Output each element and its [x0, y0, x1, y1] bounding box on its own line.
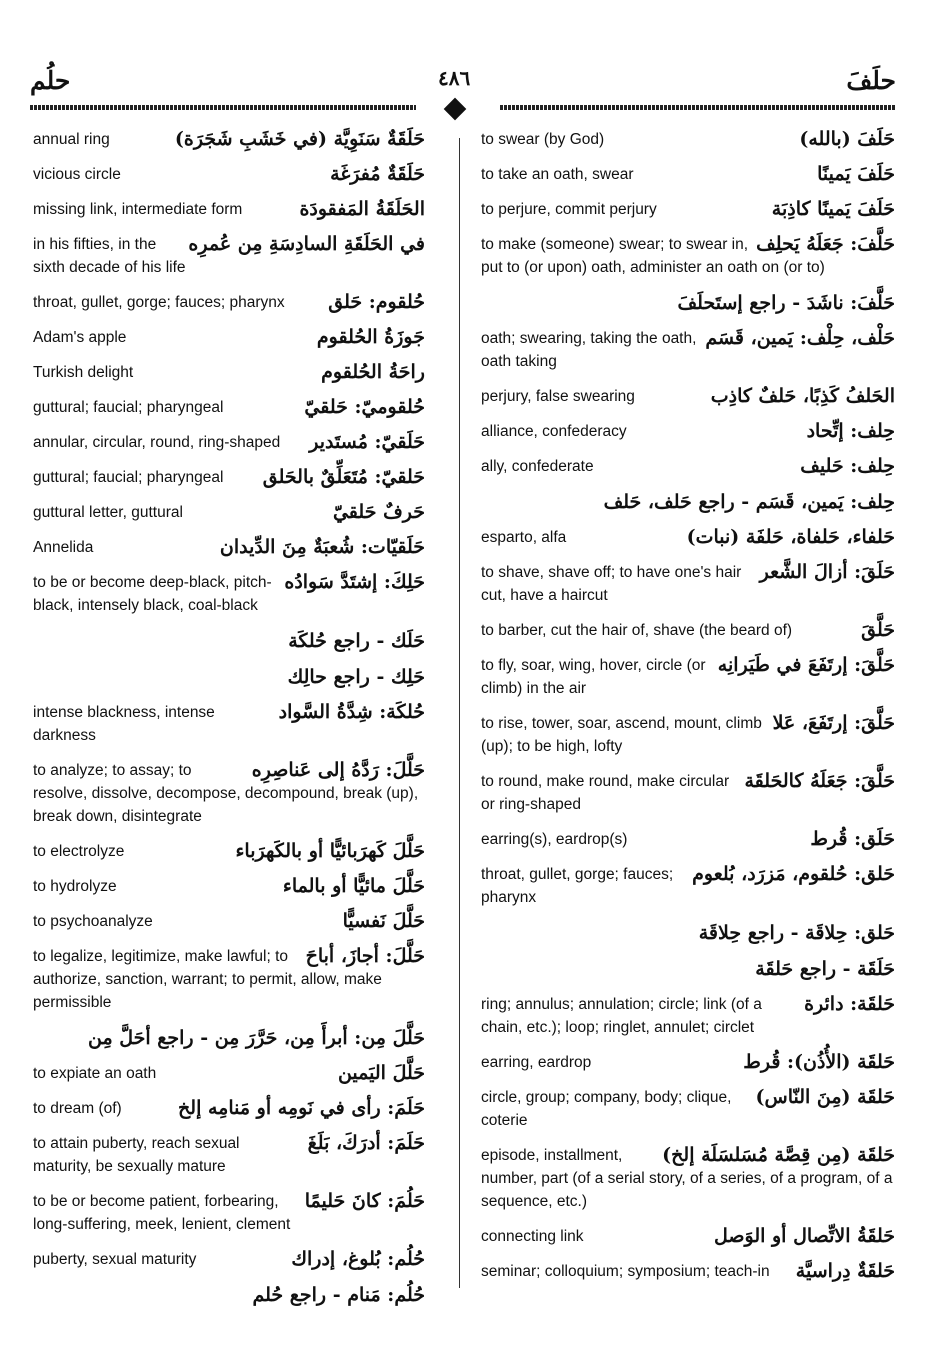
entry-arabic-term: حَلَقَةٌ سَنَوِيَّة (في خَشَبِ شَجَرَة) — [174, 128, 425, 150]
entry-arabic-term: حُلقوميّ: حَلقيّ — [304, 396, 425, 418]
dictionary-entry — [33, 501, 425, 524]
column-divider — [459, 138, 460, 1288]
entry-english-definition: earring(s), eardrop(s) — [481, 831, 628, 848]
dictionary-entry — [481, 455, 895, 478]
entry-english-definition: esparto, alfa — [481, 529, 567, 546]
entry-english-definition: annular, circular, round, ring-shaped — [33, 434, 281, 451]
entry-arabic-term: حَلقيّ: مُتَعَلِّقٌ بالحَلق — [262, 466, 425, 488]
entry-cross-reference: حِلف: يَمين، قَسَم - راجع حَلف، حَلف — [603, 491, 895, 513]
entry-english-definition: to make (someone) swear; to swear in, put to (or upon) oath, administer an oath on (or to) — [481, 236, 825, 276]
entry-english-definition: throat, gullet, gorge; fauces; pharynx — [33, 294, 285, 311]
entry-arabic-term: حَلَّقَ: إرتَفَعَ في طَيَرانِه — [717, 654, 895, 676]
dictionary-entry — [33, 875, 425, 898]
entry-arabic-term: حُلقوم: حَلق — [328, 291, 425, 313]
entry-cross-reference: حَلَّلَ مِن: أبرأَ مِن، حَرَّرَ مِن - راجع أحَلَّ مِن — [87, 1027, 425, 1049]
entry-english-definition: episode, installment, number, part (of a serial story, of a series, of a program, of a sequence, etc.) — [481, 1147, 893, 1210]
entry-english-definition: to shave, shave off; to have one's hair cut, have a haircut — [481, 564, 742, 604]
dictionary-entry — [33, 1062, 425, 1085]
dictionary-entry — [33, 431, 425, 454]
dictionary-entry — [481, 526, 895, 549]
entry-english-definition: to swear (by God) — [481, 131, 605, 148]
entry-arabic-term: حِلف: إتِّحاد — [806, 420, 895, 442]
entry-arabic-term: حَلَقَ: أزالَ الشَّعر — [759, 561, 895, 583]
dictionary-entry — [33, 759, 425, 828]
entry-arabic-term: حَرفٌ حَلقيّ — [332, 501, 425, 523]
entry-arabic-term: حَلْف، حِلْف: يَمين، قَسَم — [705, 327, 895, 349]
dictionary-entry — [33, 1097, 425, 1120]
entry-english-definition: in his fifties, in the sixth decade of his life — [33, 236, 186, 276]
entry-arabic-term: حَلق: حُلقوم، مَزرَد، بُلعوم — [692, 863, 895, 885]
entry-english-definition: connecting link — [481, 1228, 584, 1245]
entry-english-definition: throat, gullet, gorge; fauces; pharynx — [481, 866, 674, 906]
dictionary-entry — [481, 863, 895, 909]
dictionary-entry — [33, 198, 425, 221]
entry-arabic-term: حَلَفَ يَمينًا كاذِبَة — [771, 198, 895, 220]
entry-english-definition: to barber, cut the hair of, shave (the beard of) — [481, 622, 793, 639]
entry-english-definition: to fly, soar, wing, hover, circle (or climb) in the air — [481, 657, 706, 697]
entry-arabic-term: حَلَمَ: أدرَكَ، بَلَغَ — [307, 1132, 425, 1154]
dictionary-entry — [33, 701, 425, 747]
header-rule-right — [500, 101, 896, 113]
entry-arabic-term: حَلَّلَ مائيًّا أو بالماء — [282, 875, 425, 897]
entry-arabic-term: حَلقَة (مِنَ النّاس) — [755, 1086, 895, 1108]
dictionary-entry — [481, 233, 895, 279]
dictionary-entry — [481, 993, 895, 1039]
entry-english-definition: ring; annulus; annulation; circle; link (of a chain, etc.); loop; ringlet, annulet; circlet — [481, 996, 762, 1036]
entry-english-definition: to electrolyze — [33, 843, 125, 860]
entry-arabic-term: حَلفاء، حَلفاة، حَلفَة (نبات) — [686, 526, 895, 548]
entry-arabic-term: حَلَفَ يَمينًا — [817, 163, 895, 185]
entry-english-definition: seminar; colloquium; symposium; teach-in — [481, 1263, 770, 1280]
entry-english-definition: vicious circle — [33, 166, 121, 183]
entry-english-definition: to psychoanalyze — [33, 913, 153, 930]
dictionary-entry — [33, 128, 425, 151]
dictionary-entry — [33, 536, 425, 559]
dictionary-entry — [481, 163, 895, 186]
entry-arabic-term: في الحَلَقَةِ السادِسَةِ مِن عُمرِه — [188, 233, 425, 255]
entry-arabic-term: حَلَق: قُرط — [810, 828, 895, 850]
dictionary-entry — [481, 385, 895, 408]
entry-arabic-term: حَلَّلَ اليَمين — [337, 1062, 425, 1084]
dictionary-entry — [481, 1051, 895, 1074]
diamond-ornament-icon — [444, 98, 467, 121]
dictionary-entry — [33, 840, 425, 863]
dictionary-entry — [33, 361, 425, 384]
dictionary-entry — [33, 1132, 425, 1178]
entry-english-definition: circle, group; company, body; clique, coterie — [481, 1089, 732, 1129]
entry-english-definition: guttural; faucial; pharyngeal — [33, 399, 224, 416]
entry-arabic-term: حَلقَةٌ دِراسيَّة — [795, 1260, 895, 1282]
entry-english-definition: to round, make round, make circular or ring-shaped — [481, 773, 730, 813]
entry-english-definition: to be or become deep-black, pitch-black, intensely black, coal-black — [33, 574, 272, 614]
entry-english-definition: puberty, sexual maturity — [33, 1251, 197, 1268]
dictionary-entry — [481, 128, 895, 151]
entry-arabic-term: حَلُمَ: كانَ حَليمًا — [304, 1190, 425, 1212]
dictionary-entry — [481, 770, 895, 816]
header-left-word: حلُم — [30, 66, 71, 95]
entry-english-definition: oath; swearing, taking the oath, oath taking — [481, 330, 697, 370]
entry-english-definition: to hydrolyze — [33, 878, 117, 895]
entry-arabic-term: حَلَقَةٌ مُفرَغَة — [330, 163, 425, 185]
entry-arabic-term: الحَلفُ كَذِبًا، حَلفٌ كاذِب — [710, 385, 895, 407]
entry-arabic-term: حُلُم: بُلوغ، إدراك — [291, 1248, 425, 1270]
dictionary-entry — [481, 198, 895, 221]
entry-arabic-term: حَلِكَ: إشتَدَّ سَوادُه — [284, 571, 425, 593]
entry-arabic-term: حَلَّلَ نَفسيًّا — [342, 910, 425, 932]
entry-arabic-term: حَلقَة (الأُذُن): قُرط — [743, 1051, 895, 1073]
entry-english-definition: guttural; faucial; pharyngeal — [33, 469, 224, 486]
dictionary-entry — [481, 420, 895, 443]
entry-arabic-term: حَلَّلَ: رَدَّهُ إلى عَناصِرِه — [251, 759, 425, 781]
dictionary-entry — [33, 466, 425, 489]
entry-english-definition: to legalize, legitimize, make lawful; to authorize, sanction, warrant; to permit, allow, make permissible — [33, 948, 382, 1011]
entry-arabic-term: حَلَّلَ: أجازَ، أباحَ — [305, 945, 425, 967]
entry-arabic-term: حَلَّقَ — [861, 619, 895, 641]
entry-arabic-term: حَلَّفَ: جَعَلَهُ يَحلِف — [756, 233, 895, 255]
dictionary-entry — [33, 326, 425, 349]
entry-english-definition: annual ring — [33, 131, 110, 148]
header-right-word: حلَفَ — [846, 66, 896, 95]
page-number: ٤٨٦ — [438, 66, 471, 90]
dictionary-entry — [481, 1086, 895, 1132]
right-column — [481, 128, 895, 1295]
entry-arabic-term: حَلقَةُ الاتِّصال أو الوَصل — [713, 1225, 895, 1247]
entry-english-definition: to rise, tower, soar, ascend, mount, climb (up); to be high, lofty — [481, 715, 762, 755]
dictionary-entry — [33, 291, 425, 314]
entry-english-definition: to take an oath, swear — [481, 166, 634, 183]
entry-arabic-term: حَلَّلَ كَهرَبائيًّا أو بالكَهرَباء — [235, 840, 425, 862]
dictionary-entry — [481, 561, 895, 607]
entry-cross-reference: حَلَقَة - راجع حَلقَة — [755, 958, 895, 980]
dictionary-entry — [481, 1144, 895, 1213]
entry-english-definition: missing link, intermediate form — [33, 201, 243, 218]
dictionary-entry — [33, 233, 425, 279]
dictionary-entry — [33, 163, 425, 186]
entry-arabic-term: حُلكَة: شِدَّةُ السَّواد — [278, 701, 425, 723]
dictionary-entry — [481, 654, 895, 700]
dictionary-entry — [33, 396, 425, 419]
entry-arabic-term: حَلَمَ: رأى في نَومِه أو مَنامِه إلخ — [178, 1097, 425, 1119]
entry-cross-reference: حَلق: حِلاقَة - راجع حِلاقَة — [698, 922, 895, 944]
entry-english-definition: to perjure, commit perjury — [481, 201, 657, 218]
left-column — [33, 128, 425, 1319]
dictionary-entry — [33, 910, 425, 933]
entry-english-definition: to expiate an oath — [33, 1065, 157, 1082]
entry-english-definition: Annelida — [33, 539, 94, 556]
entry-english-definition: earring, eardrop — [481, 1054, 592, 1071]
entry-arabic-term: الحَلَقَةُ المَفقودَة — [299, 198, 425, 220]
entry-english-definition: alliance, confederacy — [481, 423, 627, 440]
entry-english-definition: ally, confederate — [481, 458, 594, 475]
dictionary-entry — [481, 327, 895, 373]
entry-english-definition: intense blackness, intense darkness — [33, 704, 215, 744]
entry-arabic-term: حَلَّقَ: إرتَفَعَ، عَلا — [772, 712, 895, 734]
entry-cross-reference: حَلَك - راجع حُلكَة — [288, 630, 425, 652]
entry-cross-reference: حَلِك - راجع حالِك — [287, 666, 425, 688]
entry-english-definition: perjury, false swearing — [481, 388, 635, 405]
dictionary-entry — [481, 828, 895, 851]
entry-arabic-term: حَلَقيّ: مُستَدير — [309, 431, 425, 453]
header-rule-left — [30, 101, 416, 113]
entry-english-definition: to dream (of) — [33, 1100, 122, 1117]
entry-cross-reference: حَلَّفَ: ناشَدَ - راجع إستَحلَفَ — [677, 292, 895, 314]
dictionary-entry — [33, 945, 425, 1014]
entry-english-definition: guttural letter, guttural — [33, 504, 183, 521]
entry-arabic-term: جَوزَةُ الحُلقوم — [316, 326, 425, 348]
entry-cross-reference: حُلُم: مَنام - راجع حُلم — [252, 1284, 425, 1306]
entry-english-definition: to attain puberty, reach sexual maturity, be sexually mature — [33, 1135, 240, 1175]
dictionary-entry — [481, 712, 895, 758]
entry-arabic-term: حِلف: حَليف — [800, 455, 895, 477]
entry-english-definition: Turkish delight — [33, 364, 134, 381]
dictionary-entry — [481, 1225, 895, 1248]
entry-arabic-term: حَلَّقَ: جَعَلَهُ كالحَلقَة — [744, 770, 895, 792]
entry-english-definition: to be or become patient, forbearing, long-suffering, meek, lenient, clement — [33, 1193, 291, 1233]
dictionary-entry — [33, 1190, 425, 1236]
entry-arabic-term: حَلَقيّات: شُعبَةٌ مِنَ الدِّيدان — [219, 536, 425, 558]
entry-arabic-term: حَلَفَ (بالله) — [799, 128, 895, 150]
entry-arabic-term: حَلقَة: دائرة — [804, 993, 895, 1015]
entry-english-definition: Adam's apple — [33, 329, 127, 346]
dictionary-entry — [33, 1248, 425, 1271]
entry-arabic-term: راحَةُ الحُلقوم — [321, 361, 425, 383]
dictionary-entry — [481, 1260, 895, 1283]
dictionary-entry — [33, 571, 425, 617]
entry-arabic-term: حَلقَة (مِن قِصَّة مُسَلسَلَة إلخ) — [662, 1144, 895, 1166]
entry-english-definition: to analyze; to assay; to resolve, dissolve, decompose, decompound, break (up), break down, disintegrate — [33, 762, 419, 825]
dictionary-entry — [481, 619, 895, 642]
